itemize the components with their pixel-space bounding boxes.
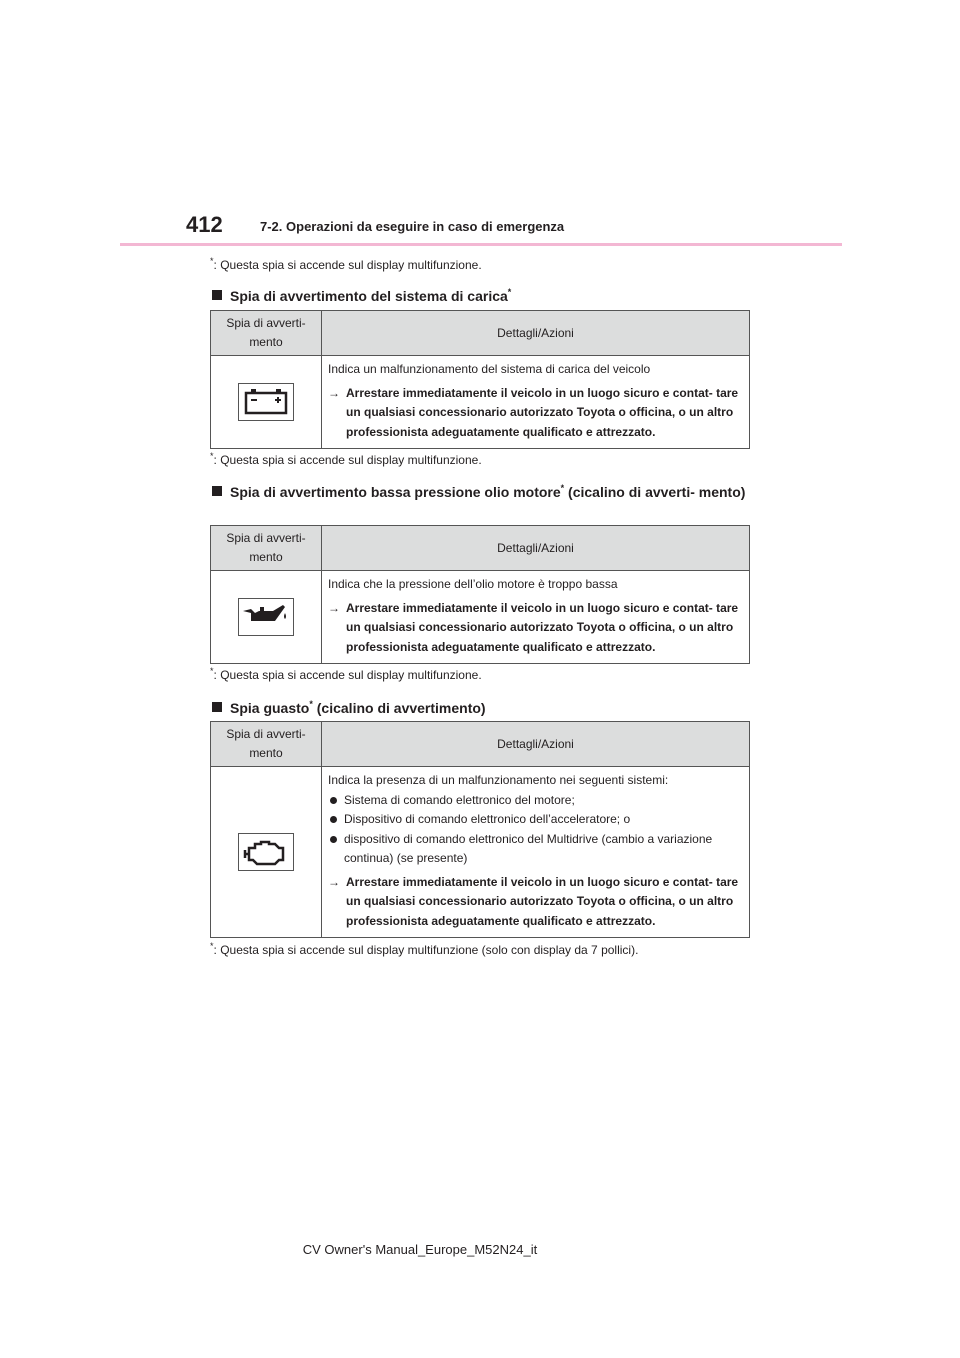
- detail-text: Indica la presenza di un malfunzionamento nei seguenti sistemi:: [328, 773, 669, 787]
- table-header-light: Spia di avverti- mento: [211, 526, 322, 571]
- page-number: 412: [186, 212, 223, 237]
- table-header-light: Spia di avverti- mento: [211, 311, 322, 356]
- footnote-oil: *: Questa spia si accende sul display multifunzione.: [210, 666, 482, 682]
- warning-table-oil: [210, 525, 750, 664]
- warning-table-malfunction: [210, 721, 750, 938]
- table-header-details: Dettagli/Azioni: [322, 311, 750, 356]
- square-bullet-icon: [212, 486, 222, 496]
- square-bullet-icon: [212, 702, 222, 712]
- list-item: Dispositivo di comando elettronico dell’acceleratore; o: [328, 810, 743, 830]
- footnote-malfunction: *: Questa spia si accende sul display multifunzione (solo con display da 7 pollici).: [210, 941, 639, 957]
- square-bullet-icon: [212, 290, 222, 300]
- section-heading-malfunction: Spia guasto* (cicalino di avvertimento): [212, 694, 752, 718]
- header-rule: [120, 243, 842, 246]
- detail-text: Indica che la pressione dell’olio motore è troppo bassa: [328, 577, 618, 591]
- footnote-charging: *: Questa spia si accende sul display multifunzione.: [210, 451, 482, 467]
- section-heading-charging: Spia di avvertimento del sistema di carica*: [212, 282, 752, 306]
- action-instruction: → Arrestare immediatamente il veicolo in un luogo sicuro e contat- tare un qualsiasi concessionario autorizzato Toyota o officina, o un altro professionista adeguatamente qualificato e attrezzato.: [328, 385, 739, 439]
- list-item: Sistema di comando elettronico del motore;: [328, 791, 743, 811]
- table-header-light: Spia di avverti- mento: [211, 722, 322, 767]
- list-item: dispositivo di comando elettronico del Multidrive (cambio a variazione continua) (se presente): [328, 830, 743, 869]
- footnote-top: *: Questa spia si accende sul display multifunzione.: [210, 256, 482, 272]
- action-instruction: → Arrestare immediatamente il veicolo in un luogo sicuro e contat- tare un qualsiasi concessionario autorizzato Toyota o officina, o un altro professionista adeguatamente qualificato e attrezzato.: [328, 600, 739, 654]
- detail-text: Indica un malfunzionamento del sistema di carica del veicolo: [328, 362, 651, 376]
- warning-table-charging: [210, 310, 750, 449]
- action-instruction: → Arrestare immediatamente il veicolo in un luogo sicuro e contat- tare un qualsiasi concessionario autorizzato Toyota o officina, o un altro professionista adeguatamente qualificato e attrezzato.: [328, 874, 739, 928]
- section-header: 7-2. Operazioni da eseguire in caso di emergenza: [260, 219, 565, 234]
- table-header-details: Dettagli/Azioni: [322, 722, 750, 767]
- footer-document-id: CV Owner's Manual_Europe_M52N24_it: [302, 1242, 538, 1257]
- battery-icon: [238, 383, 294, 421]
- engine-icon: [238, 833, 294, 871]
- table-header-details: Dettagli/Azioni: [322, 526, 750, 571]
- oil-can-icon: [238, 598, 294, 636]
- section-heading-oil: Spia di avvertimento bassa pressione olio motore* (cicalino di avverti- mento): [212, 478, 752, 502]
